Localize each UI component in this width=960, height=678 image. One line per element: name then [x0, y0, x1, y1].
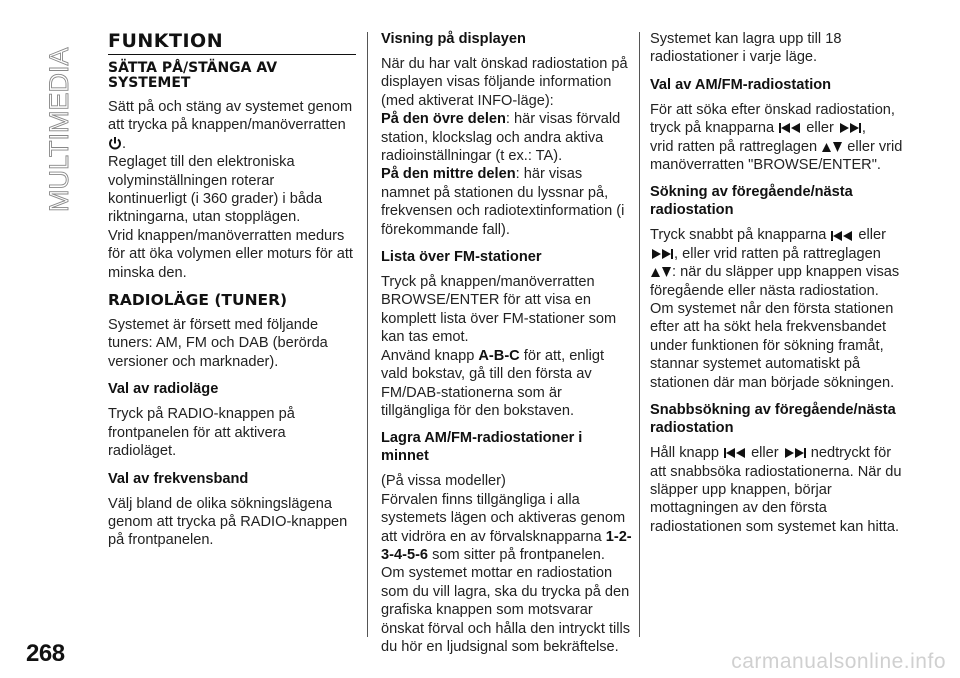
- heading-store-stations: Lagra AM/FM-radiostationer i minnet: [381, 430, 583, 465]
- paragraph: Använd knapp A-B-C för att, enligt vald bokstav, gå till den första av FM/DAB-stationerna som är tillgängliga för den bokstaven.: [381, 347, 605, 419]
- arrow-up-down-icon: [821, 140, 843, 154]
- paragraph: (På vissa modeller): [381, 473, 506, 490]
- skip-previous-icon: [778, 122, 802, 134]
- heading-frequency-band: Val av frekvensband: [108, 470, 249, 487]
- skip-previous-icon: [723, 447, 747, 459]
- paragraph: När du har valt önskad radiostation på displayen visas följande information (med aktiverat INFO-läge):: [381, 56, 628, 109]
- watermark: carmanualsonline.info: [731, 650, 946, 673]
- paragraph: Om systemet når den första stationen efter att ha sökt hela frekvensbandet under funktionen för sökning framåt, stannar systemet automatiskt på stationen där man började sökningen.: [650, 301, 895, 391]
- paragraph: Förvalen finns tillgängliga i alla systemets lägen och aktiveras genom att vidröra en av förvalsknapparna 1-2-3-4-5-6 som sitter på frontpanelen.: [381, 491, 632, 563]
- arrow-up-down-icon: [650, 265, 672, 279]
- paragraph: På den övre delen: här visas förvald station, klockslag och andra aktiva radioinställningar (t ex.: TA).: [381, 111, 621, 165]
- paragraph: Tryck snabbt på knapparna eller , eller vrid ratten på rattreglagen : när du släpper upp knappen visas föregående eller nästa radiostation.: [650, 227, 900, 299]
- side-section-label: [28, 12, 78, 222]
- skip-next-icon: [838, 122, 862, 134]
- column-3: [650, 30, 908, 545]
- column-1: [108, 30, 356, 559]
- paragraph: Håll knapp eller nedtryckt för att snabbsöka radiostationerna. När du släpper upp knappen, börjar mottagningen av den första radiostationen som systemet kan hitta.: [650, 445, 902, 535]
- side-label-text: MULTIMEDIA: [44, 47, 74, 212]
- heading-radio-mode: Val av radioläge: [108, 381, 219, 398]
- column-2: [381, 30, 633, 665]
- skip-next-icon: [783, 447, 807, 459]
- paragraph: Systemet är försett med följande tuners: AM, FM och DAB (berörda versioner och marknader).: [108, 317, 328, 370]
- paragraph: Välj bland de olika sökningslägena genom att trycka på RADIO-knappen på frontpanelen.: [108, 495, 348, 549]
- paragraph: Reglaget till den elektroniska volyminställningen roterar kontinuerligt (i 360 grader) i båda riktningarna, utan stopplägen.: [108, 154, 323, 226]
- heading-display: Visning på displayen: [381, 31, 526, 47]
- column-divider: [367, 32, 368, 637]
- paragraph: På den mittre delen: här visas namnet på stationen du lyssnar på, frekvensen och radiotextinformation (i förekommande fall).: [381, 166, 625, 238]
- paragraph: Tryck på knappen/manöverratten BROWSE/ENTER för att visa en komplett lista över FM-stationer som kan tas emot.: [381, 274, 617, 346]
- paragraph: Tryck på RADIO-knappen på frontpanelen för att aktivera radioläget.: [108, 406, 295, 460]
- section-heading-tuner: RADIOLÄGE (TUNER): [108, 291, 288, 310]
- skip-next-icon: [650, 248, 674, 260]
- heading-seek: Sökning av föregående/nästa radiostation: [650, 184, 853, 219]
- skip-previous-icon: [830, 230, 854, 242]
- section-heading: FUNKTION: [108, 30, 356, 55]
- paragraph: Om systemet mottar en radiostation som du vill lagra, ska du trycka på den grafiska knappen som motsvarar önskat förval och hålla den intryckt tills du hör en ljudsignal som bekräftelse.: [381, 565, 631, 655]
- paragraph: Vrid knappen/manöverratten medurs för att öka volymen eller moturs för att minska den.: [108, 227, 353, 281]
- column-divider: [639, 32, 640, 637]
- paragraph: Sätt på och stäng av systemet genom att trycka på knappen/manöverratten .: [108, 99, 353, 152]
- page-number: 268: [26, 640, 65, 667]
- heading-fm-list: Lista över FM-stationer: [381, 249, 542, 266]
- heading-am-fm-select: Val av AM/FM-radiostation: [650, 76, 832, 93]
- paragraph: Systemet kan lagra upp till 18 radiostationer i varje läge.: [650, 31, 842, 66]
- power-icon: [108, 136, 122, 151]
- paragraph: För att söka efter önskad radiostation, tryck på knapparna eller , vrid ratten på rattreglagen eller vrid manöverratten "BROWSE/ENTER".: [650, 101, 903, 174]
- heading-fast-seek: Snabbsökning av föregående/nästa radiostation: [650, 402, 896, 437]
- subheading-power: SÄTTA PÅ/STÄNGA AV SYSTEMET: [108, 60, 278, 91]
